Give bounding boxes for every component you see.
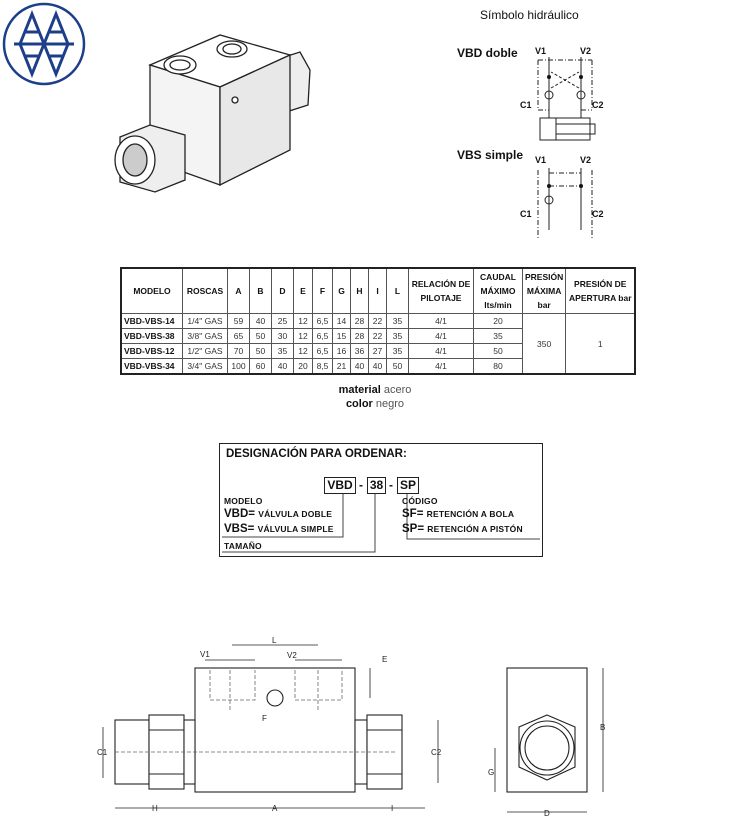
table-cell: 50 [474,344,523,359]
dim-d: D [544,809,550,818]
table-cell: VBD-VBS-38 [121,329,183,344]
codigo-item: SP= RETENCIÓN A PISTÓN [402,523,523,535]
modelo-item: VBD= VÁLVULA DOBLE [224,508,333,520]
dim-i: I [391,804,394,813]
designation-title: DESIGNACIÓN PARA ORDENAR: [226,448,407,460]
dim-h: H [152,804,158,813]
table-cell: 35 [272,344,294,359]
material-value: acero [383,384,412,396]
leader-lines [220,444,542,556]
table-cell: 35 [387,314,409,329]
table-cell: 50 [387,359,409,375]
table-cell: 12 [294,329,313,344]
table-cell: 28 [351,329,369,344]
symbols-title: Símbolo hidráulico [480,8,579,22]
table-cell: 40 [351,359,369,375]
modelo-label: MODELO [224,496,263,506]
table-cell: 35 [474,329,523,344]
table-cell: 14 [333,314,351,329]
col-presion-max: PRESIÓN MÁXIMA bar [523,268,566,314]
col-presion-apertura: PRESIÓN DE APERTURA bar [566,268,636,314]
tamano-label: TAMAÑO [224,541,262,551]
code-dash: - [389,478,393,492]
table-cell: VBD-VBS-14 [121,314,183,329]
code-model: VBD [324,477,356,494]
table-cell: 25 [272,314,294,329]
designation-box [219,443,543,557]
table-cell: 6,5 [313,314,333,329]
color-line [0,398,750,411]
table-cell: 22 [369,314,387,329]
table-cell: 59 [228,314,250,329]
port-v2: V2 [580,46,592,56]
col-a: A [228,268,250,314]
table-cell: 100 [228,359,250,375]
company-logo [2,2,88,88]
material-line [0,384,750,397]
color-label: color [345,398,373,410]
table-cell: 15 [333,329,351,344]
table-cell: 3/4" GAS [183,359,228,375]
table-cell: 20 [474,314,523,329]
port-c1: C1 [520,100,532,110]
vbd-label: VBD doble [457,46,518,60]
col-caudal: CAUDAL MÁXIMO lts/min [474,268,523,314]
col-roscas: ROSCAS [183,268,228,314]
col-i: I [369,268,387,314]
col-b: B [250,268,272,314]
vbs-label: VBS simple [457,148,524,162]
table-cell: 12 [294,314,313,329]
col-g: G [333,268,351,314]
port-c2: C2 [592,100,604,110]
table-cell: 20 [294,359,313,375]
hydraulic-symbol-diagram [515,40,615,240]
spec-table [120,267,636,375]
dim-c1: C1 [97,748,108,757]
dim-a: A [272,804,278,813]
table-cell: 50 [250,344,272,359]
port-c1-vbs: C1 [520,209,532,219]
dim-b: B [600,723,606,732]
table-cell: 35 [387,344,409,359]
table-cell: 30 [272,329,294,344]
table-cell: 22 [369,329,387,344]
table-cell: 60 [250,359,272,375]
presion-maxima-cell: 350 [523,314,566,375]
table-cell: 4/1 [409,314,474,329]
dim-f: F [262,714,267,723]
dimension-drawing [95,630,655,830]
table-cell: 3/8" GAS [183,329,228,344]
dim-e: E [382,655,388,664]
table-cell: 1/4" GAS [183,314,228,329]
code-dash: - [359,478,363,492]
col-f: F [313,268,333,314]
table-cell: 70 [228,344,250,359]
modelo-item: VBS= VÁLVULA SIMPLE [224,523,334,535]
table-cell: 27 [369,344,387,359]
dim-c2: C2 [431,748,442,757]
color-value: negro [375,398,405,410]
table-row [121,314,635,329]
table-cell: 4/1 [409,359,474,375]
dim-v1: V1 [200,650,210,659]
table-cell: 40 [369,359,387,375]
table-cell: 28 [351,314,369,329]
col-d: D [272,268,294,314]
col-h: H [351,268,369,314]
codigo-item: SF= RETENCIÓN A BOLA [402,508,515,520]
valve-isometric-drawing [100,25,330,200]
code-type: SP [397,477,419,494]
table-cell: VBD-VBS-12 [121,344,183,359]
table-cell: 36 [351,344,369,359]
table-cell: 80 [474,359,523,375]
table-cell: 12 [294,344,313,359]
port-v2-vbs: V2 [580,155,592,165]
col-modelo: MODELO [121,268,183,314]
table-cell: 16 [333,344,351,359]
table-cell: 40 [272,359,294,375]
port-c2-vbs: C2 [592,209,604,219]
dim-l: L [272,636,277,645]
port-v1: V1 [535,46,547,56]
col-l: L [387,268,409,314]
port-v1-vbs: V1 [535,155,547,165]
dim-g: G [488,768,495,777]
presion-apertura-cell: 1 [566,314,636,375]
code-size: 38 [367,477,386,494]
table-cell: 6,5 [313,344,333,359]
table-cell: 50 [250,329,272,344]
table-cell: 1/2" GAS [183,344,228,359]
table-cell: 65 [228,329,250,344]
table-cell: 8,5 [313,359,333,375]
table-cell: VBD-VBS-34 [121,359,183,375]
codigo-label: CÓDIGO [402,496,438,506]
table-cell: 6,5 [313,329,333,344]
table-cell: 4/1 [409,344,474,359]
table-cell: 40 [250,314,272,329]
col-relacion: RELACIÓN DE PILOTAJE [409,268,474,314]
dim-v2: V2 [287,651,297,660]
col-e: E [294,268,313,314]
table-cell: 21 [333,359,351,375]
material-label: material [338,384,381,396]
table-cell: 4/1 [409,329,474,344]
table-cell: 35 [387,329,409,344]
